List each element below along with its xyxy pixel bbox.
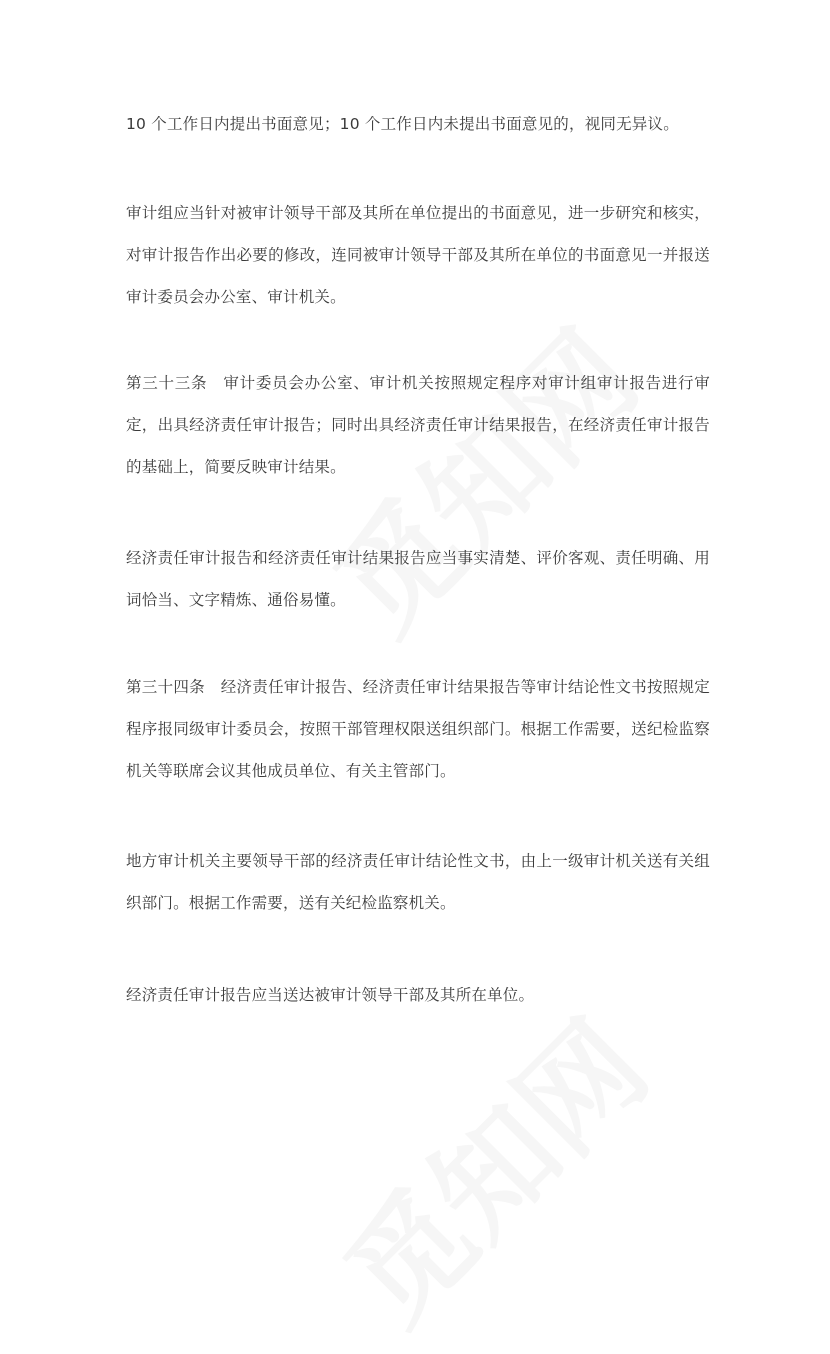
paragraph-4: 经济责任审计报告和经济责任审计结果报告应当事实清楚、评价客观、责任明确、用词恰当、文字精炼、通俗易懂。: [126, 549, 710, 609]
paragraph-3-article-33: 第三十三条 审计委员会办公室、审计机关按照规定程序对审计组审计报告进行审定，出具经济责任审计报告；同时出具经济责任审计结果报告，在经济责任审计报告的基础上，简要反映审计结果。: [126, 374, 710, 476]
paragraph-1: 10 个工作日内提出书面意见；10 个工作日内未提出书面意见的，视同无异议。: [126, 115, 679, 133]
watermark-text-bottom: [321, 997, 674, 1350]
paragraph-6: 地方审计机关主要领导干部的经济责任审计结论性文书，由上一级审计机关送有关组织部门。根据工作需要，送有关纪检监察机关。: [126, 852, 710, 912]
watermark-bottom: [302, 978, 678, 1354]
paragraph-7: 经济责任审计报告应当送达被审计领导干部及其所在单位。: [126, 986, 535, 1004]
paragraph-2: 审计组应当针对被审计领导干部及其所在单位提出的书面意见，进一步研究和核实，对审计报告作出必要的修改，连同被审计领导干部及其所在单位的书面意见一并报送审计委员会办公室、审计机关。: [126, 204, 710, 306]
paragraph-5-article-34: 第三十四条 经济责任审计报告、经济责任审计结果报告等审计结论性文书按照规定程序报同级审计委员会，按照干部管理权限送组织部门。根据工作需要，送纪检监察机关等联席会议其他成员单位、有关主管部门。: [126, 678, 710, 780]
